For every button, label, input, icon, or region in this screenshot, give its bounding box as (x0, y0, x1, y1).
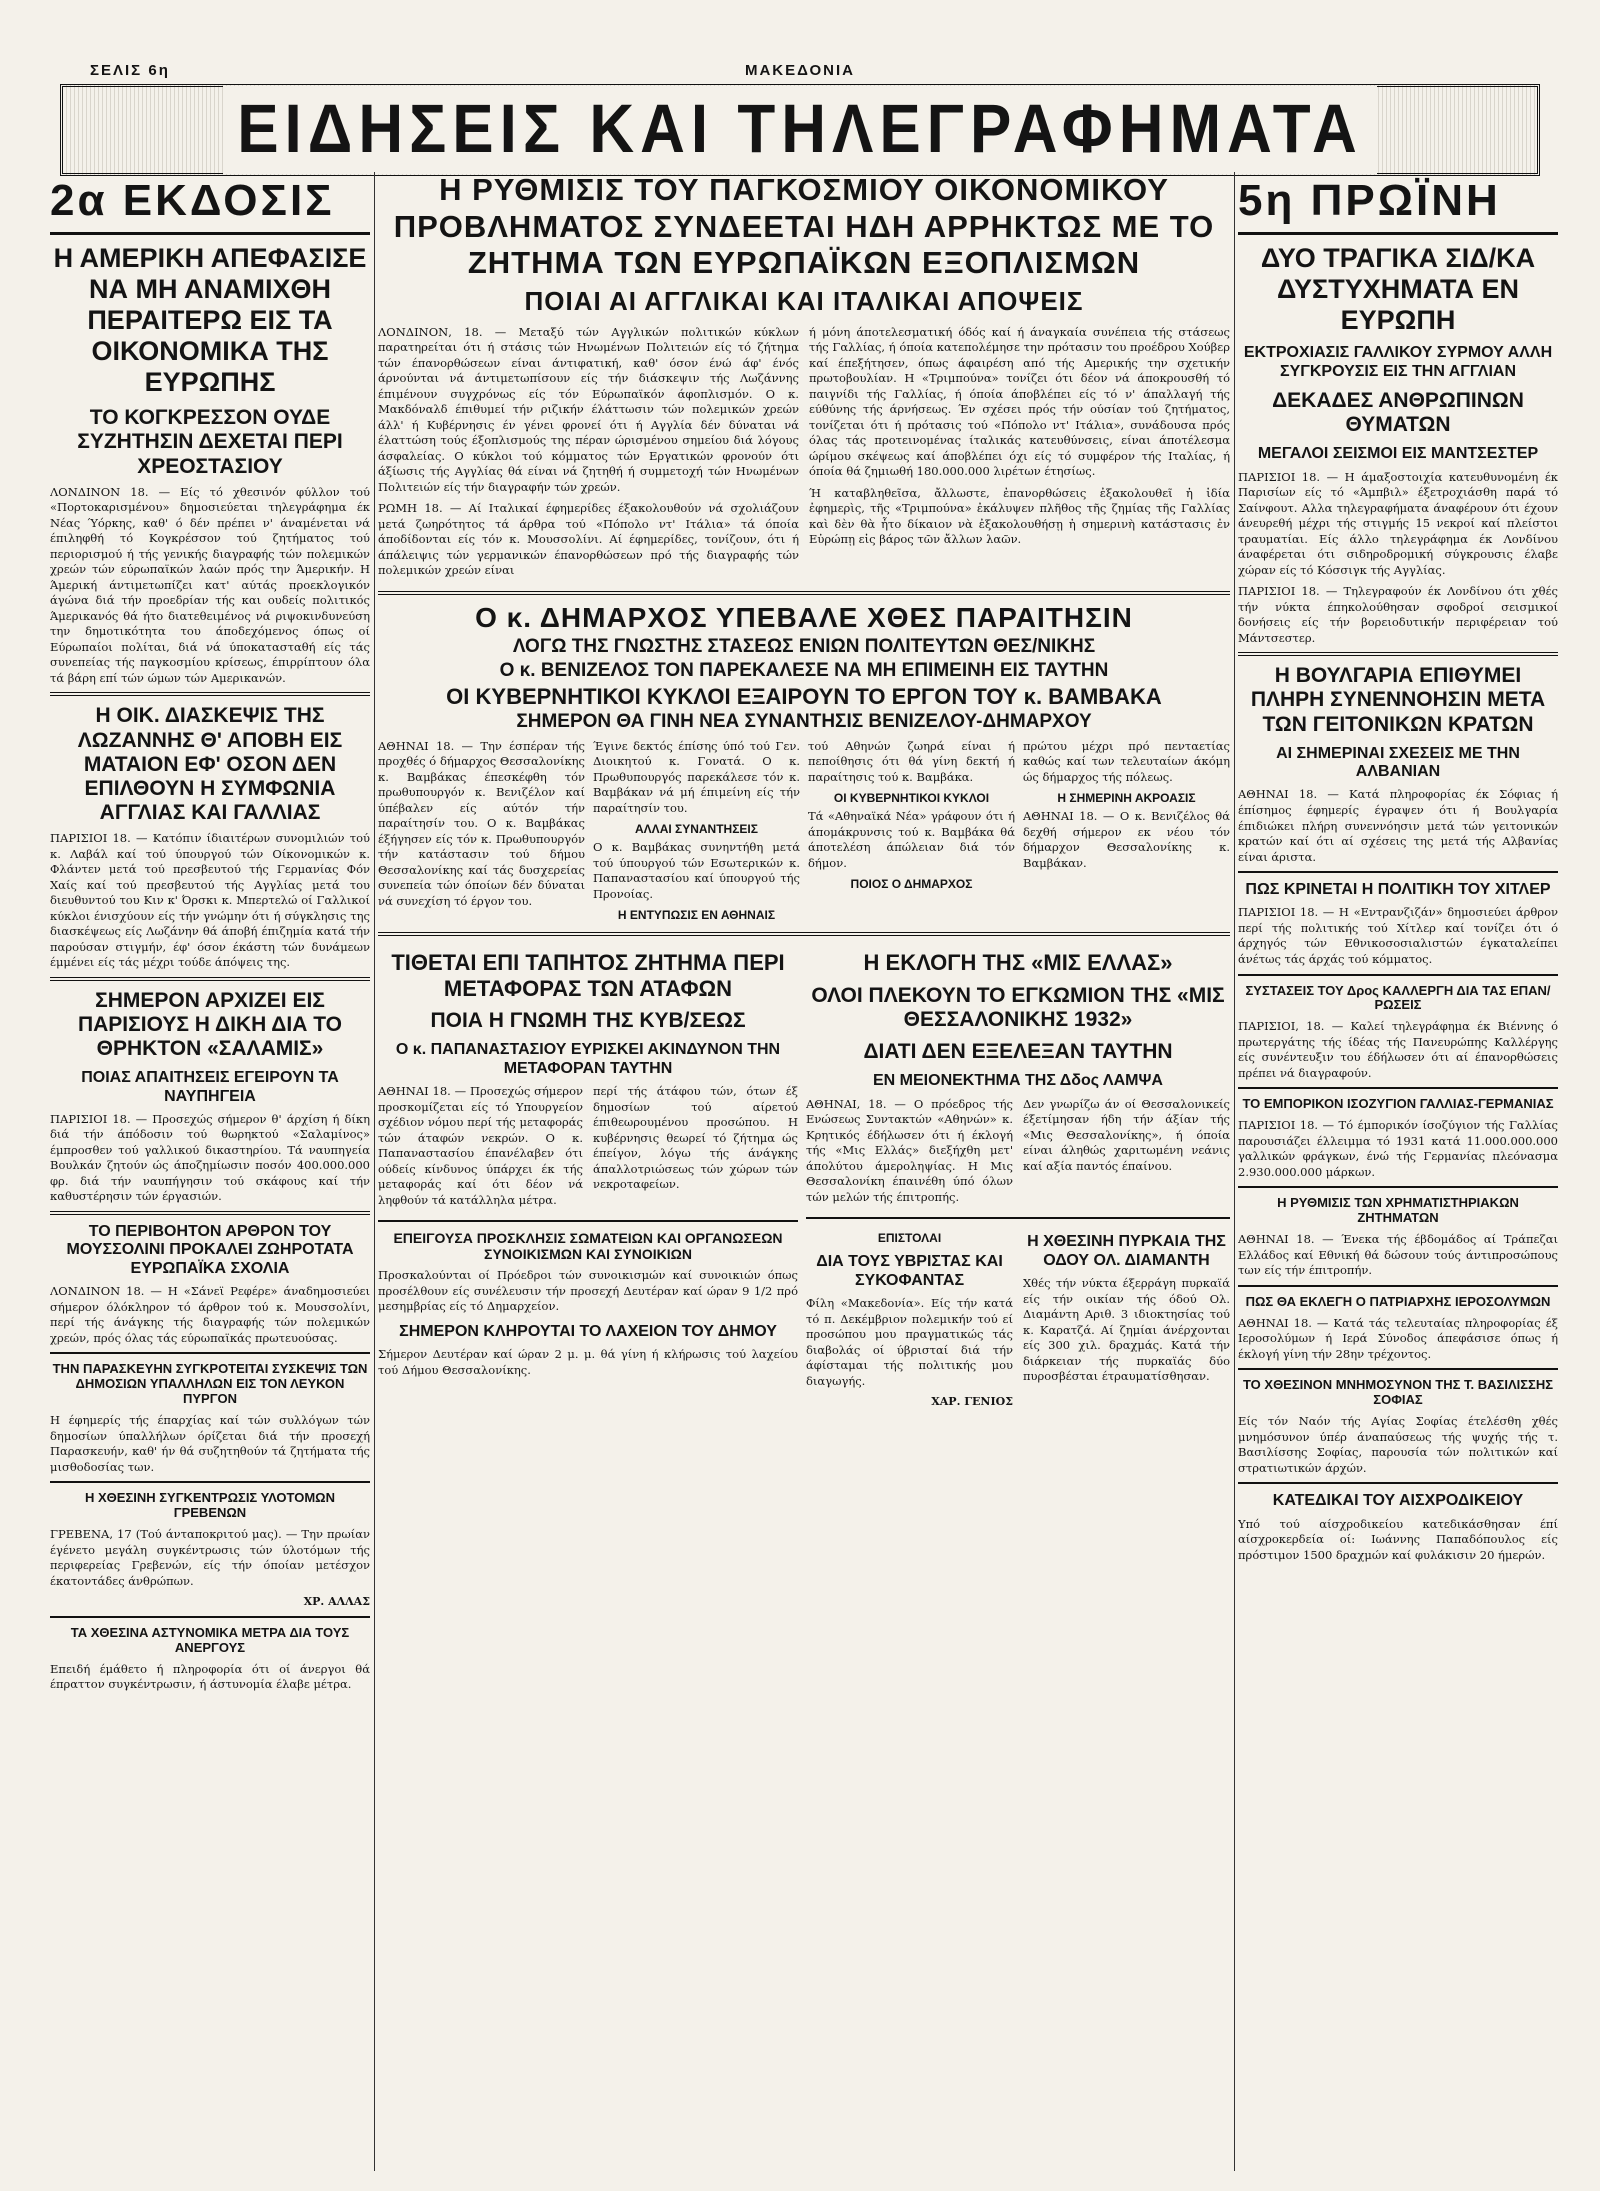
miss-body (806, 1097, 1230, 1212)
headline: ΣΗΜΕΡΟΝ ΚΛΗΡΟΥΤΑΙ ΤΟ ΛΑΧΕΙΟΝ ΤΟΥ ΔΗΜΟΥ (399, 1322, 777, 1340)
paper-name: ΜΑΚΕΔΟΝΙΑ (744, 62, 856, 79)
headline: ΣΗΜΕΡΟΝ ΑΡΧΙΖΕΙ ΕΙΣ ΠΑΡΙΣΙΟΥΣ Η ΔΙΚΗ ΔΙΑ ΤΟ ΘΡΗΚΤΟΝ «ΣΑΛΑΜΙΣ» (77, 988, 343, 1060)
divider (1238, 1285, 1558, 1287)
text-column (1023, 739, 1230, 927)
section-label: ΕΠΙΣΤΟΛΑΙ (877, 1231, 942, 1246)
article-body: ΛΟΝΔΙΝΟΝ, 18. — Μεταξύ τών Αγγλικών πολιτικών κύκλων παρατηρείται ότι ή στάσις τών Ηνωμένων Πολιτειών είς τό ζήτημα τών έπανορθώσεων είναι άντιφατική, καθ' όσον ένώ άφ' ένός άρνούνται νά άντιμετωπίσουν είς τήν διάσκεψιν τής Λωζάννης έπιμένουν συγχρόνως είς τόν Εύρωπαϊκόν άφοπλισμόν. Ο κ. Μακδόναλδ έπιθυμεί τήν ριζικήν έλάττωσιν τών πολεμικών χρεών άλλ' ή Κυβέρνησις έν γένει φρονεί ότι ή Αγγλία δέν δύναται νά έλαττώση τούς έξοπλισμούς της πέραν ώρισμένου σημείου διά λόγους άσφαλείας. Ο κύκλοι τού κόμματος τών Εργατικών φρονούν ότι άξίωσις τής Αγγλίας θά είναι νά ζητηθή ή συμμετοχή τών Ηνωμένων Πολιτειών είς τήν διαγραφήν τών χρεών. (378, 324, 799, 494)
subheadline: ΔΕΚΑΔΕΣ ΑΝΘΡΩΠΙΝΩΝ ΘΥΜΑΤΩΝ (1272, 388, 1524, 437)
text-column (378, 1084, 583, 1214)
subheadline: ΤΟ ΚΟΓΚΡΕΣΣΟΝ ΟΥΔΕ ΣΥΖΗΤΗΣΙΝ ΔΕΧΕΤΑΙ ΠΕΡΙ ΧΡΕΟΣΤΑΣΙΟΥ (77, 406, 343, 478)
headline: ΤΟ ΕΜΠΟΡΙΚΟΝ ΙΣΟΖΥΓΙΟΝ ΓΑΛΛΙΑΣ-ΓΕΡΜΑΝΙΑΣ (1242, 1096, 1554, 1112)
tapitos-body (378, 1084, 798, 1214)
article-body: ΑΘΗΝΑΙ 18. — Κατά πληροφορίας έκ Σόφιας ή έπίσημος έφημερίς έγραψεν ότι ή Βουλγαρία έπιδιώκει πλήρη συνεννόησιν μετά τών γειτονικών κρατών καί ότι αί σχέσεις της μετά τής Αλβανίας είναι άριστα. (1238, 787, 1558, 864)
article-body: πρώτου μέχρι πρό πενταετίας καθώς καί των τελευταίων άκόμη ώς δήμαρχος τής πόλεως. (1023, 738, 1230, 784)
article-body: ΑΘΗΝΑΙ 18. — Προσεχώς σήμερον προσκομίζεται είς τό Υπουργείον σχέδιον νόμου περί τής μεταφοράς τών άταφών νεκρών. Ο κ. Παπαναστασίου έπανέλαβεν ότι ούδείς κίνδυνος ύπάρχει έκ τής μεταφοράς καί ότι δέον νά ληφθούν τά κατάλληλα μέτρα. (378, 1084, 583, 1207)
headline: ΠΩΣ ΘΑ ΕΚΛΕΓΗ Ο ΠΑΤΡΙΑΡΧΗΣ ΙΕΡΟΣΟΛΥΜΩΝ (1245, 1293, 1551, 1309)
divider (378, 1220, 798, 1222)
article-body: ΠΑΡΙΣΙΟΙ 18. — Προσεχώς σήμερον θ' άρχίση ή δίκη διά τήν άπόδοσιν τού θωρηκτού «Σαλαμίνος» έμπροσθεν τού γαλλικού δικαστηρίου. Τά ναυπηγεία Βουλκάν ζητούν ώς άποζημίωσιν ποσόν 400.000.000 φρ. διά τήν ναυπήγησιν τού σκάφους καί τήν καθυστέρησιν τών έργασιών. (50, 1111, 370, 1204)
headline: Η ΧΘΕΣΙΝΗ ΠΥΡΚΑΙΑ ΤΗΣ ΟΔΟΥ ΟΛ. ΔΙΑΜΑΝΤΗ (1027, 1233, 1226, 1269)
article-body: Τά «Αθηναϊκά Νέα» γράφουν ότι ή άπομάκρυνσις τού κ. Βαμβάκα θά άποτελέση άπώλειαν διά τόν δήμον. (808, 809, 1015, 870)
divider (50, 977, 370, 981)
lower-section (378, 942, 1230, 1416)
subheadline: ΜΕΓΑΛΟΙ ΣΕΙΣΜΟΙ ΕΙΣ ΜΑΝΤΣΕΣΤΕΡ (1257, 445, 1539, 463)
text-column (808, 739, 1015, 927)
section-heading: Η ΕΝΤΥΠΩΣΙΣ ΕΝ ΑΘΗΝΑΙΣ (617, 908, 776, 923)
text-column (806, 1097, 1013, 1212)
signature: ΧΑΡ. ΓΕΝΙΟΣ (931, 1395, 1013, 1409)
headline: Ο κ. ΔΗΜΑΡΧΟΣ ΥΠΕΒΑΛΕ ΧΘΕΣ ΠΑΡΑΙΤΗΣΙΝ (475, 601, 1133, 633)
article-body: ΠΑΡΙΣΙΟΙ 18. — Τό έμπορικόν ίσοζύγιον τής Γαλλίας παρουσιάζει έλλειμμα τό 1931 κατά 11.000.000.000 γαλλικών φράγκων, ένώ τής Γερμανίας πλεόνασμα 2.930.000.000 μάρκων. (1238, 1118, 1558, 1179)
divider (50, 1352, 370, 1354)
subheadline: ΕΝ ΜΕΙΟΝΕΚΤΗΜΑ ΤΗΣ Δδος ΛΑΜΨΑ (873, 1072, 1163, 1090)
headline: Η ΟΙΚ. ΔΙΑΣΚΕΨΙΣ ΤΗΣ ΛΩΖΑΝΝΗΣ Θ' ΑΠΟΒΗ ΕΙΣ ΜΑΤΑΙΟΝ ΕΦ' ΟΣΟΝ ΔΕΝ ΕΠΙΛΘΟΥΝ Η ΣΥΜΦΩΝΙΑ ΑΓΓΛΙΑΣ ΚΑΙ ΓΑΛΛΙΑΣ (77, 704, 343, 824)
article-body: ΠΑΡΙΣΙΟΙ 18. — Η άμαξοστοιχία κατευθυνομένη έκ Παρισίων είς τό «Άμπβιλ» έξετροχιάσθη παρά τό Σαίνφουτ. Αλλα τηλεγραφήματα άναφέρουν ότι έχουν άνευρεθή μέχρι τής στιγμής 15 νεκροί καί πλείστοι τραυματίαι. Είς άλλο τηλεγράφημα έκ Λονδίνου άναφέρεται ότι σιδηροδρομική σύγκρουσις έλαβε χώραν είς τό Κόσσιγκ τής Αγγλίας. (1238, 469, 1558, 577)
letters-article (806, 1225, 1013, 1416)
subheadline: ΔΙΑΤΙ ΔΕΝ ΕΞΕΛΕΞΑΝ ΤΑΥΤΗΝ (863, 1040, 1173, 1064)
divider (50, 1481, 370, 1483)
article-body: ΑΘΗΝΑΙ, 18. — Ο πρόεδρος τής Ενώσεως Συντακτών «Αθηνών» κ. Κρητικός έδήλωσεν ότι ή έκλογή τής «Μις Ελλάς» διεξήχθη μετ' άπολύτου άμεροληψίας. Η Μις Θεσσαλονίκη έπαινέθη ύπό όλων τών μελών τής έπιτροπής. (806, 1096, 1013, 1204)
section-heading: ΟΙ ΚΥΒΕΡΝΗΤΙΚΟΙ ΚΥΚΛΟΙ (833, 791, 990, 806)
banner-title: ΕΙΔΗΣΕΙΣ ΚΑΙ ΤΗΛΕΓΡΑΦΗΜΑΤΑ (223, 86, 1377, 174)
article-body: ΠΑΡΙΣΙΟΙ, 18. — Καλεί τηλεγράφημα έκ Βιέννης ό πρωτεργάτης τής ίδέας τής Πανευρώπης Καλλέργης είς συνέντευξιν του έδήλωσεν ότι αί έπανορθώσεις πρέπει νά διαγραφούν. (1238, 1019, 1558, 1080)
article-body: ή μόνη άποτελεσματική όδός καί ή άναγκαία συνέπεια τής στάσεως τής Γαλλίας, ή όποία κατεπολέμησε την πρότασιν του προέδρου Χούβερ καί έπεξήτησεν, όπως άφαιρέση από τής Αμερικής την σχετικήν πρωτοβουλίαν. Η «Τριμπούνα» τονίζει ότι δέον νά άποκρουσθή τό παιγνίδι τής Γαλλίας, ή όποία άποβλέπει είς τό ν' άπαλλαγή τής εύθύνης τής άρνήσεως. Έν σχέσει πρός τήν ούσίαν τού ζητήματος, τονίζεται ότι ή πρότασις τού «Πόπολο ντ' Ιτάλια», συνάδουσα πρός όλας τάς προτεινομένας ίταλικάς κατευθύνσεις, είναι άποτέλεσμα ώρίμου σκέψεως καί άποβλέπει όχι είς τό συμφέρον τής Ιταλίας, ή όποία θά ζημιωθή 180.000.000 λιρέτων έτησίως. (809, 324, 1230, 479)
lead-col-right (809, 325, 1230, 585)
subheadline: ΑΙ ΣΗΜΕΡΙΝΑΙ ΣΧΕΣΕΙΣ ΜΕ ΤΗΝ ΑΛΒΑΝΙΑΝ (1276, 744, 1520, 781)
right-column (1238, 172, 1558, 2171)
subheadline: ΠΟΙΑ Η ΓΝΩΜΗ ΤΗΣ ΚΥΒ/ΣΕΩΣ (430, 1009, 746, 1033)
section-heading: ΑΛΛΑΙ ΣΥΝΑΝΤΗΣΕΙΣ (635, 822, 758, 837)
tapitos-article (378, 942, 798, 1416)
text-column (593, 1084, 798, 1214)
article-body: ΓΡΕΒΕΝΑ, 17 (Τού άνταποκριτού μας). — Την πρωίαν έγένετο μεγάλη συγκέντρωσις τών ύλοτόμων τής περιφερείας Γρεβενών, είς τήν όποίαν μετέσχον έκατοντάδες άνθρώπων. (50, 1526, 370, 1588)
divider (1238, 871, 1558, 873)
article-body: Σήμερον Δευτέραν καί ώραν 2 μ. μ. θά γίνη ή κλήρωσις τού λαχείου τού Δήμου Θεσσαλονίκης. (378, 1347, 798, 1377)
article-body: ΡΩΜΗ 18. — Αί Ιταλικαί έφημερίδες έξακολουθούν νά σχολιάζουν μετά ζωηρότητος τά άρθρα τού «Πόπολο ντ' Ιτάλια» τά όποία άποδίδονται είς τόν κ. Μουσσολίνι. Αί έφημερίδες, τονίζουν, ότι ή άπάλειψις τών γερμανικών έπανορθώσεων πρό τής διαγραφής τών πολεμικών χρεών είναι (378, 501, 799, 578)
divider (1238, 1368, 1558, 1370)
article-body: Επειδή έμάθετο ή πληροφορία ότι οί άνεργοι θά έπραττον συγκέντρωσιν, ή άστυνομία έλαβε μέτρα. (50, 1661, 370, 1692)
subheadline: ΟΙ ΚΥΒΕΡΝΗΤΙΚΟΙ ΚΥΚΛΟΙ ΕΞΑΙΡΟΥΝ ΤΟ ΕΡΓΟΝ ΤΟΥ κ. ΒΑΜΒΑΚΑ (446, 683, 1162, 709)
article-body: ΑΘΗΝΑΙ 18. — Την έσπέραν τής προχθές ό δήμαρχος Θεσσαλονίκης κ. Βαμβάκας έπεσκέφθη τόν πρωθυπουργόν κ. Βενιζέλον καί ύπέβαλεν είς αύτόν τήν παραίτησίν του. Ο κ. Βαμβάκας έξήγησεν είς τόν κ. Πρωθυπουργόν τήν κατάστασιν τού δήμου Θεσσαλονίκης καί τάς δυσχερείας συνεπεία τών όποίων δέν δύναται νά συνεχίση τό έργον του. (378, 738, 585, 908)
article-body: Ή καταβληθεῖσα, ἄλλωστε, ἐπανορθώσεις ἐξακολουθεῖ ἡ ἰδία ἐφημερὶς, τῆς «Τριμπούνα» ἐκάλυψεν πλῆθος τῆς ζημίας τῆς Γαλλίας καὶ δὲν θὰ ἦτο δίκαιον νὰ ἐξακολουθήσῃ ἡ σημερινὴ κατάστασις ἐν Εὐρώπῃ εἰς βάρος τῶν ἄλλων λαῶν. (809, 485, 1230, 547)
divider (806, 1217, 1230, 1219)
text-column (593, 739, 800, 927)
article-body: ΑΘΗΝΑΙ 18. — Ένεκα τής έβδομάδος αί Τράπεζαι Ελλάδος καί Εθνική θά δώσουν τούς άντιπροσώπους των είς τήν έπιτροπήν. (1238, 1232, 1558, 1278)
lead-col-left (378, 325, 799, 585)
headline: ΣΥΣΤΑΣΕΙΣ ΤΟΥ Δρος ΚΑΛΛΕΡΓΗ ΔΙΑ ΤΑΣ ΕΠΑΝ/ΡΩΣΕΙΣ (1245, 982, 1551, 1013)
lead-subheadline: ΠΟΙΑΙ ΑΙ ΑΓΓΛΙΚΑΙ ΚΑΙ ΙΤΑΛΙΚΑΙ ΑΠΟΨΕΙΣ (524, 285, 1084, 316)
article-body: ΠΑΡΙΣΙΟΙ 18. — Κατόπιν ίδιαιτέρων συνομιλιών τού κ. Λαβάλ καί τού ύπουργού τών Οίκονομικών κ. Φλάντεν μετά τού πρεσβευτού τής Γερμανίας Φόν Χαίς καί τού πρεσβευτού τής Αγγλίας μετά του διευθυντού του Κιν κ' Όρσκι κ. Μπερτελώ οί Γαλλικοί κύκλοι ένισχύουν είς τήν γνώμην ότι ή σύγκλησις της διασκέψεως είς Λωζάνην θά άποβή έπιζημία κατά τήν παρούσαν στιγμήν, έφ' όσον έκάστη τών δυνάμεων έμμένει είς τάς μέχρι τούδε άπόψεις της. (50, 831, 370, 970)
article-body: Χθές τήν νύκτα έξερράγη πυρκαϊά είς τήν οικίαν τής όδού Ολ. Διαμάντη Αριθ. 3 ιδιοκτησίας τού κ. Καρατζά. Αί ζημίαι άνέρχονται είς 300 χιλ. δραχμάς. Κατά τήν διάρκειαν τής πυρκαϊάς δύο πυροσβέσται έτραυματίσθησαν. (1023, 1275, 1230, 1384)
article-body: Είς τόν Ναόν τής Αγίας Σοφίας έτελέσθη χθές μνημόσυνον ύπέρ άναπαύσεως τής ψυχής τής τ. Βασιλίσσης Σοφίας, παρουσία τών πολιτικών καί στρατιωτικών άρχών. (1238, 1414, 1558, 1475)
article-body: Δεν γνωρίζω άν οί Θεσσαλονικείς έξετίμησαν ήδη τήν άξίαν τής «Μις Θεσσαλονίκης», ή όποία είναι άληθώς χαριτωμένη νεάνις καί αξία παντός έπαίνου. (1023, 1096, 1230, 1173)
article-body: τού Αθηνών ζωηρά είναι ή πεποίθησις ότι θά γίνη δεκτή ή παραίτησις τού κ. Βαμβάκα. (808, 738, 1015, 784)
subheadline: ΕΚΤΡΟΧΙΑΣΙΣ ΓΑΛΛΙΚΟΥ ΣΥΡΜΟΥ ΑΛΛΗ ΣΥΓΚΡΟΥΣΙΣ ΕΙΣ ΤΗΝ ΑΓΓΛΙΑΝ (1243, 344, 1553, 380)
edition-label: 2α ΕΚΔΟΣΙΣ (50, 172, 370, 235)
subheadline: ΠΟΙΑΣ ΑΠΑΙΤΗΣΕΙΣ ΕΓΕΙΡΟΥΝ ΤΑ ΝΑΥΠΗΓΕΙΑ (81, 1069, 339, 1105)
article-body: Υπό τού αίσχροδικείου κατεδικάσθησαν έπί αίσχροκερδεία οί: Ιωάννης Παπαδόπουλος είς πρόστιμον 1500 δραχμών καί φυλάκισιν 20 ήμερών. (1238, 1516, 1558, 1562)
divider (378, 932, 1230, 936)
center-column (378, 172, 1230, 2171)
bottom-articles (806, 1225, 1230, 1416)
left-column (50, 172, 370, 2171)
headline: ΔΥΟ ΤΡΑΓΙΚΑ ΣΙΔ/ΚΑ ΔΥΣΤΥΧΗΜΑΤΑ ΕΝ ΕΥΡΩΠΗ (1260, 243, 1536, 336)
divider (50, 692, 370, 696)
masthead-strip (40, 62, 1560, 82)
column-divider (1234, 172, 1235, 2171)
section-heading: ΠΟΙΟΣ Ο ΔΗΜΑΡΧΟΣ (850, 877, 973, 892)
text-column (378, 739, 585, 927)
divider (1238, 974, 1558, 976)
headline: ΤΑ ΧΘΕΣΙΝΑ ΑΣΤΥΝΟΜΙΚΑ ΜΕΤΡΑ ΔΙΑ ΤΟΥΣ ΑΝΕΡΓΟΥΣ (70, 1625, 350, 1655)
page-number: ΣΕΛΙΣ 6η (90, 62, 170, 79)
article-body: Ο κ. Βαμβάκας συνηντήθη μετά τού ύπουργού τών Εσωτερικών κ. Παπαναστασίου καί ύπουργού τής Προνοίας. (593, 840, 800, 901)
section-banner (60, 84, 1540, 176)
article-body: περί τής άτάφου τών, ότων έξ δημοσίων τού αίρετού έπιθεωρουμένου προσώπου. Η κυβέρνησις θεωρεί τό ζήτημα ώς έπείγον, λόγω τής άνάγκης άπαλλοτριώσεως τών χώρων τών νεκροταφείων. (593, 1084, 798, 1192)
divider (378, 591, 1230, 595)
headline: ΚΑΤΕΔΙΚΑΙ ΤΟΥ ΑΙΣΧΡΟΔΙΚΕΙΟΥ (1272, 1492, 1524, 1510)
subheadline: ΟΛΟΙ ΠΛΕΚΟΥΝ ΤΟ ΕΓΚΩΜΙΟΝ ΤΗΣ «ΜΙΣ ΘΕΣΣΑΛΟΝΙΚΗΣ 1932» (811, 983, 1225, 1031)
fire-article (1023, 1225, 1230, 1416)
subheadline: ΛΟΓΩ ΤΗΣ ΓΝΩΣΤΗΣ ΣΤΑΣΕΩΣ ΕΝΙΩΝ ΠΟΛΙΤΕΥΤΩΝ ΘΕΣ/ΝΙΚΗΣ (512, 636, 1096, 658)
headline: ΔΙΑ ΤΟΥΣ ΥΒΡΙΣΤΑΣ ΚΑΙ ΣΥΚΟΦΑΝΤΑΣ (816, 1253, 1003, 1289)
divider (1238, 652, 1558, 656)
headline: ΠΩΣ ΚΡΙΝΕΤΑΙ Η ΠΟΛΙΤΙΚΗ ΤΟΥ ΧΙΤΛΕΡ (1245, 881, 1551, 899)
signature: ΧΡ. ΑΛΛΑΣ (303, 1595, 370, 1609)
headline: ΤΟ ΧΘΕΣΙΝΟΝ ΜΝΗΜΟΣΥΝΟΝ ΤΗΣ Τ. ΒΑΣΙΛΙΣΣΗΣ ΣΟΦΙΑΣ (1242, 1377, 1554, 1408)
divider (50, 1616, 370, 1618)
headline: ΤΙΘΕΤΑΙ ΕΠΙ ΤΑΠΗΤΟΣ ΖΗΤΗΜΑ ΠΕΡΙ ΜΕΤΑΦΟΡΑΣ ΤΩΝ ΑΤΑΦΩΝ (391, 950, 785, 1001)
divider (50, 1211, 370, 1215)
headline: ΕΠΕΙΓΟΥΣΑ ΠΡΟΣΚΛΗΣΙΣ ΣΩΜΑΤΕΙΩΝ ΚΑΙ ΟΡΓΑΝΩΣΕΩΝ ΣΥΝΟΙΚΙΣΜΩΝ ΚΑΙ ΣΥΝΟΙΚΙΩΝ (393, 1230, 783, 1263)
subheadline: Ο κ. ΠΑΠΑΝΑΣΤΑΣΙΟΥ ΕΥΡΙΣΚΕΙ ΑΚΙΝΔΥΝΟΝ ΤΗΝ ΜΕΤΑΦΟΡΑΝ ΤΑΥΤΗΝ (395, 1041, 781, 1077)
article-body: ΛΟΝΔΙΝΟΝ 18. — Η «Σάνεϊ Ρεφέρε» άναδημοσιεύει σήμερον όλόκληρον τό άρθρον τού κ. Μουσσολίνι, περί τής άνάγκης τής διαγραφής τών πολεμικών χρεών, πρός όλας τάς εύρωπαϊκάς πρωτευούσας. (50, 1284, 370, 1345)
section-heading: Η ΣΗΜΕΡΙΝΗ ΑΚΡΟΑΣΙΣ (1057, 791, 1196, 806)
article-body: ΠΑΡΙΣΙΟΙ 18. — Η «Εντρανζιζάν» δημοσιεύει άρθρον περί τής πολιτικής τού Χίτλερ καί τονίζει ότι ό άρχηγός τών Εθνικοσοσιαλιστών έγκαταλείπει άνέτως τάς άρχάς τού κόμματος. (1238, 905, 1558, 966)
headline: Η ΑΜΕΡΙΚΗ ΑΠΕΦΑΣΙΣΕ ΝΑ ΜΗ ΑΝΑΜΙΧΘΗ ΠΕΡΑΙΤΕΡΩ ΕΙΣ ΤΑ ΟΙΚΟΝΟΜΙΚΑ ΤΗΣ ΕΥΡΩΠΗΣ (53, 243, 367, 398)
lead-headline: Η ΡΥΘΜΙΣΙΣ ΤΟΥ ΠΑΓΚΟΣΜΙΟΥ ΟΙΚΟΝΟΜΙΚΟΥ ΠΡΟΒΛΗΜΑΤΟΣ ΣΥΝΔΕΕΤΑΙ ΗΔΗ ΑΡΡΗΚΤΩΣ ΜΕ ΤΟ ΖΗΤΗΜΑ ΤΩΝ ΕΥΡΩΠΑΪΚΩΝ ΕΞΟΠΛΙΣΜΩΝ (393, 172, 1215, 281)
headline: Η ΕΚΛΟΓΗ ΤΗΣ «ΜΙΣ ΕΛΛΑΣ» (863, 950, 1173, 976)
headline: Η ΡΥΘΜΙΣΙΣ ΤΩΝ ΧΡΗΜΑΤΙΣΤΗΡΙΑΚΩΝ ΖΗΤΗΜΑΤΩΝ (1277, 1195, 1519, 1226)
headline: ΤΟ ΠΕΡΙΒΟΗΤΟΝ ΑΡΘΡΟΝ ΤΟΥ ΜΟΥΣΣΟΛΙΝΙ ΠΡΟΚΑΛΕΙ ΖΩΗΡΟΤΑΤΑ ΕΥΡΩΠΑΪΚΑ ΣΧΟΛΙΑ (66, 1223, 354, 1277)
divider (1238, 1482, 1558, 1484)
headline: Η ΒΟΥΛΓΑΡΙΑ ΕΠΙΘΥΜΕΙ ΠΛΗΡΗ ΣΥΝΕΝΝΟΗΣΙΝ ΜΕΤΑ ΤΩΝ ΓΕΙΤΟΝΙΚΩΝ ΚΡΑΤΩΝ (1250, 664, 1546, 736)
article-body: ΛΟΝΔΙΝΟΝ 18. — Είς τό χθεσινόν φύλλον τού «Πορτοκαρισμένου» δημοσιεύεται τηλεγράφημα έκ Νέας Ύόρκης, καθ' ό δέν πρέπει ν' άναμένεται νά έπιληφθή τό Κογκρέσσον τού ζητήματος τού περιορισμού ή τής γενικής διαγραφής τών πολεμικών χρεών τών εύρωπαϊκών λαών πρός την Άμερικήν. Η Άμερική άντιμετωπίζει κατ' αύτάς προεκλογικόν άγώνα διά τήν προεδρίαν τής και ουδείς πολιτικός Άμερικανός θά ήτο διατεθειμένος νά ριψοκινδυνεύση την δημοτικότητα του άποδεχόμενος όπως οί Εύρωπαίοι πολίται, διά νά ύποκατασταθή είς τάς συνεπείας τής παγκοσμίου κρίσεως, έπιρρίπτουν όλα τά βάρη επί τών ώμων τών Αμερικανών. (50, 484, 370, 685)
divider (1238, 1186, 1558, 1188)
article-body: ΠΑΡΙΣΙΟΙ 18. — Τηλεγραφούν έκ Λονδίνου ότι χθές τήν νύκτα έπηκολούθησαν σφοδροί σεισμικοί δονήσεις είς τήν βορειοδυτικήν περιφέρειαν τού Μάντσεστερ. (1238, 584, 1558, 645)
headline: ΤΗΝ ΠΑΡΑΣΚΕΥΗΝ ΣΥΓΚΡΟΤΕΙΤΑΙ ΣΥΣΚΕΨΙΣ ΤΩΝ ΔΗΜΟΣΙΩΝ ΥΠΑΛΛΗΛΩΝ ΕΙΣ ΤΟΝ ΛΕΥΚΟΝ ΠΥΡΓΟΝ (52, 1361, 368, 1407)
article-body: ΑΘΗΝΑΙ 18. — Κατά τάς τελευταίας πληροφορίας έξ Ιεροσολύμων ή Ιερά Σύνοδος άπεφάσισε όπως ή έκλογή γίνη τήν 28ην τρέχοντος. (1238, 1315, 1558, 1361)
article-body: Η έφημερίς τής έπαρχίας καί τών συλλόγων τών δημοσίων ύπαλλήλων όρίζεται διά τήν προσεχή Παρασκευήν, καθ' ήν θά συζητηθούν τά ζητήματα τής μισθοδοσίας των. (50, 1413, 370, 1474)
divider (1238, 1087, 1558, 1089)
lead-body (378, 325, 1230, 585)
article-body: ΑΘΗΝΑΙ 18. — Ο κ. Βενιζέλος θά δεχθή σήμερον εκ νέου τόν δήμαρχον Θεσσαλονίκης κ. Βαμβάκαν. (1023, 809, 1230, 870)
subheadline: Ο κ. ΒΕΝΙΖΕΛΟΣ ΤΟΝ ΠΑΡΕΚΑΛΕΣΕ ΝΑ ΜΗ ΕΠΙΜΕΙΝΗ ΕΙΣ ΤΑΥΤΗΝ (499, 659, 1109, 681)
article-body: Έγινε δεκτός έπίσης ύπό τού Γεν. Διοικητού κ. Γονατά. Ο κ. Πρωθυπουργός παρεκάλεσε τόν κ. Βαμβάκαν νά μή έπιμείνη είς τήν παραίτησίν του. (593, 738, 800, 815)
edition-label: 5η ΠΡΩΪΝΗ (1238, 172, 1558, 235)
headline: Η ΧΘΕΣΙΝΗ ΣΥΓΚΕΝΤΡΩΣΙΣ ΥΛΟΤΟΜΩΝ ΓΡΕΒΕΝΩΝ (85, 1490, 335, 1521)
subheadline: ΣΗΜΕΡΟΝ ΘΑ ΓΙΝΗ ΝΕΑ ΣΥΝΑΝΤΗΣΙΣ ΒΕΝΙΖΕΛΟΥ-ΔΗΜΑΡΧΟΥ (516, 711, 1092, 732)
article-body: Προσκαλούνται οί Πρόεδροι τών συνοικισμών καί συνοικιών όπως προσέλθουν είς συνέλευσιν τήν προσεχή Δευτέραν καί ώραν 9 1/2 πρό μεσημβρίας είς τό Δημαρχείον. (378, 1268, 798, 1314)
article-body: Φίλη «Μακεδονία». Είς τήν κατά τό π. Δεκέμβριον πολεμικήν τού εί προσώπου μου πραγματικώς τάς διαβολάς οί ύβρισταί διά τήν άφίσταμαι τής πολιτικής μου διαγωγής. (806, 1295, 1013, 1388)
column-divider (374, 172, 375, 2171)
miss-article (806, 942, 1230, 1416)
text-column (1023, 1097, 1230, 1212)
dimarchos-body (378, 739, 1230, 927)
